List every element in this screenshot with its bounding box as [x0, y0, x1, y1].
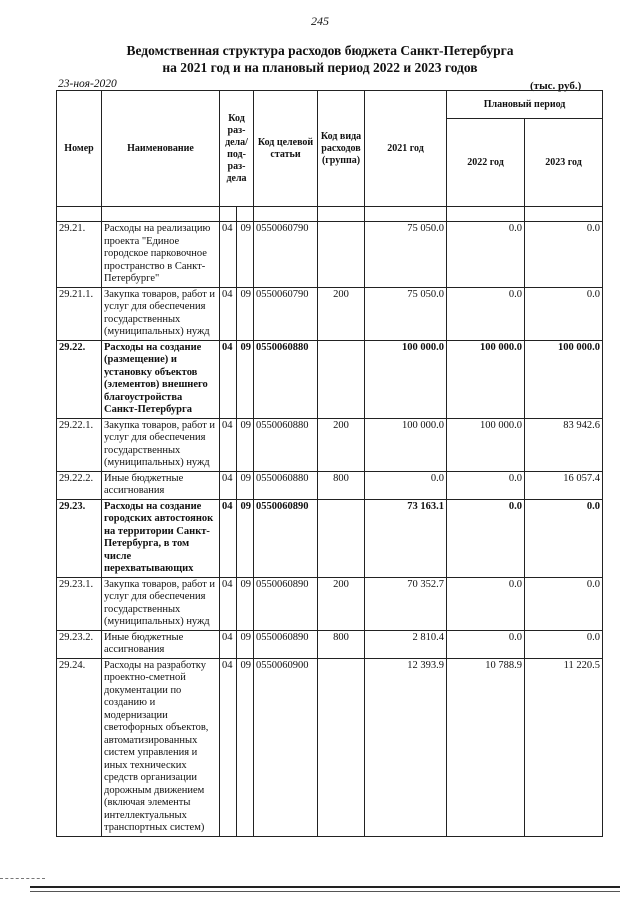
spacer-cell [220, 207, 237, 222]
row-number-cell: 29.23.2. [57, 630, 102, 658]
row-2023-cell: 11 220.5 [525, 658, 603, 836]
header-number: Номер [57, 91, 102, 207]
row-number-cell: 29.23.1. [57, 577, 102, 630]
row-name-cell: Закупка товаров, работ и услуг для обеспечения государственных (муниципальных) нужд [102, 287, 220, 340]
row-2022-cell: 0.0 [447, 222, 525, 288]
row-number-cell: 29.21. [57, 222, 102, 288]
table-row [57, 222, 603, 288]
row-expense-type-cell: 800 [318, 471, 365, 499]
row-expense-type-cell: 200 [318, 418, 365, 471]
row-2023-cell: 16 057.4 [525, 471, 603, 499]
spacer-cell [254, 207, 318, 222]
row-name-cell: Закупка товаров, работ и услуг для обеспечения государственных (муниципальных) нужд [102, 418, 220, 471]
row-2022-cell: 100 000.0 [447, 340, 525, 418]
row-expense-type-cell [318, 222, 365, 288]
row-subsection-cell: 09 [237, 418, 254, 471]
row-2021-cell: 100 000.0 [365, 340, 447, 418]
row-section-cell: 04 [220, 577, 237, 630]
row-name-cell: Иные бюджетные ассигнования [102, 471, 220, 499]
table-spacer-row [57, 207, 603, 222]
header-plan-period: Плановый период [447, 91, 603, 119]
row-target-code-cell: 0550060790 [254, 222, 318, 288]
row-target-code-cell: 0550060890 [254, 630, 318, 658]
spacer-cell [447, 207, 525, 222]
header-target-code: Код целевой статьи [254, 91, 318, 207]
row-2021-cell: 75 050.0 [365, 222, 447, 288]
row-target-code-cell: 0550060880 [254, 471, 318, 499]
row-expense-type-cell: 800 [318, 630, 365, 658]
spacer-cell [365, 207, 447, 222]
budget-table [56, 90, 603, 837]
row-subsection-cell: 09 [237, 577, 254, 630]
row-expense-type-cell [318, 340, 365, 418]
row-name-cell: Закупка товаров, работ и услуг для обеспечения государственных (муниципальных) нужд [102, 577, 220, 630]
table-row [57, 499, 603, 577]
row-name-cell: Расходы на создание (размещение) и установку объектов (элементов) внешнего благоустройства Санкт-Петербурга [102, 340, 220, 418]
row-section-cell: 04 [220, 418, 237, 471]
header-year-2021: 2021 год [365, 91, 447, 207]
row-subsection-cell: 09 [237, 658, 254, 836]
document-title [0, 42, 640, 76]
header-expense-type: Код вида расходов (группа) [318, 91, 365, 207]
spacer-cell [318, 207, 365, 222]
row-subsection-cell: 09 [237, 287, 254, 340]
row-target-code-cell: 0550060880 [254, 340, 318, 418]
row-number-cell: 29.21.1. [57, 287, 102, 340]
header-year-2022: 2022 год [447, 119, 525, 207]
row-section-cell: 04 [220, 340, 237, 418]
row-target-code-cell: 0550060790 [254, 287, 318, 340]
table-row [57, 287, 603, 340]
row-name-cell: Расходы на создание городских автостоянок на территории Санкт-Петербурга, в том числе перехватывающих [102, 499, 220, 577]
header-year-2023: 2023 год [525, 119, 603, 207]
spacer-cell [57, 207, 102, 222]
row-2022-cell: 0.0 [447, 287, 525, 340]
row-2023-cell: 0.0 [525, 499, 603, 577]
footer-dash [0, 878, 45, 879]
row-section-cell: 04 [220, 499, 237, 577]
row-target-code-cell: 0550060890 [254, 577, 318, 630]
table-row [57, 630, 603, 658]
row-2023-cell: 0.0 [525, 222, 603, 288]
row-name-cell: Расходы на разработку проектно-сметной документации по созданию и модернизации светофорных объектов, автоматизированных систем управления и иных технических средств организации дорожным движением (включая элементы интеллектуальных транспортных систем) [102, 658, 220, 836]
row-2021-cell: 75 050.0 [365, 287, 447, 340]
row-name-cell: Расходы на реализацию проекта "Единое городское парковочное пространство в Санкт-Петербурге" [102, 222, 220, 288]
row-2023-cell: 0.0 [525, 287, 603, 340]
units-label: (тыс. руб.) [530, 80, 582, 92]
document-date: 23-ноя-2020 [58, 78, 117, 90]
row-2023-cell: 83 942.6 [525, 418, 603, 471]
table-row [57, 577, 603, 630]
footer-rule [30, 886, 620, 892]
row-2021-cell: 70 352.7 [365, 577, 447, 630]
row-2021-cell: 12 393.9 [365, 658, 447, 836]
row-2023-cell: 100 000.0 [525, 340, 603, 418]
row-target-code-cell: 0550060880 [254, 418, 318, 471]
spacer-cell [525, 207, 603, 222]
row-2022-cell: 0.0 [447, 630, 525, 658]
title-line-1: Ведомственная структура расходов бюджета Санкт-Петербурга [126, 43, 514, 58]
row-2021-cell: 2 810.4 [365, 630, 447, 658]
table-row [57, 658, 603, 836]
table-row [57, 418, 603, 471]
table-row [57, 340, 603, 418]
row-expense-type-cell [318, 658, 365, 836]
row-number-cell: 29.22. [57, 340, 102, 418]
row-2022-cell: 10 788.9 [447, 658, 525, 836]
title-line-2: на 2021 год и на плановый период 2022 и 2023 годов [162, 60, 478, 75]
row-2021-cell: 100 000.0 [365, 418, 447, 471]
row-2022-cell: 0.0 [447, 577, 525, 630]
header-section-code: Код раз-дела/ под-раз-дела [220, 91, 254, 207]
row-target-code-cell: 0550060890 [254, 499, 318, 577]
row-expense-type-cell: 200 [318, 287, 365, 340]
table-row [57, 471, 603, 499]
row-target-code-cell: 0550060900 [254, 658, 318, 836]
row-number-cell: 29.22.1. [57, 418, 102, 471]
header-name: Наименование [102, 91, 220, 207]
row-2021-cell: 0.0 [365, 471, 447, 499]
row-2022-cell: 100 000.0 [447, 418, 525, 471]
row-section-cell: 04 [220, 471, 237, 499]
row-number-cell: 29.22.2. [57, 471, 102, 499]
row-subsection-cell: 09 [237, 222, 254, 288]
row-subsection-cell: 09 [237, 340, 254, 418]
row-2022-cell: 0.0 [447, 499, 525, 577]
page-number: 245 [311, 14, 329, 28]
row-expense-type-cell [318, 499, 365, 577]
row-number-cell: 29.24. [57, 658, 102, 836]
row-section-cell: 04 [220, 222, 237, 288]
row-subsection-cell: 09 [237, 630, 254, 658]
row-2023-cell: 0.0 [525, 630, 603, 658]
spacer-cell [237, 207, 254, 222]
spacer-cell [102, 207, 220, 222]
row-name-cell: Иные бюджетные ассигнования [102, 630, 220, 658]
row-expense-type-cell: 200 [318, 577, 365, 630]
row-section-cell: 04 [220, 287, 237, 340]
row-section-cell: 04 [220, 658, 237, 836]
row-2023-cell: 0.0 [525, 577, 603, 630]
row-number-cell: 29.23. [57, 499, 102, 577]
row-subsection-cell: 09 [237, 499, 254, 577]
row-subsection-cell: 09 [237, 471, 254, 499]
row-2022-cell: 0.0 [447, 471, 525, 499]
row-section-cell: 04 [220, 630, 237, 658]
row-2021-cell: 73 163.1 [365, 499, 447, 577]
